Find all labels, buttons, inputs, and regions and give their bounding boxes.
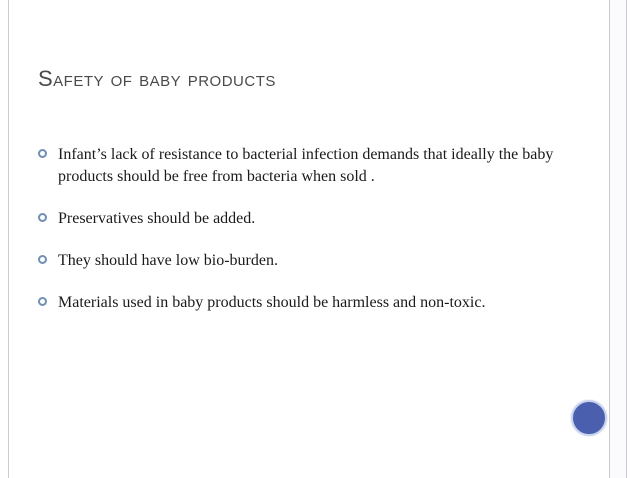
- bullet-text: Infant’s lack of resistance to bacterial infection demands that ideally the baby products should be free from bacteria when sold .: [58, 146, 554, 185]
- bullet-list: [38, 144, 598, 334]
- slide-title: Safety of baby products: [38, 66, 276, 91]
- bullet-text: They should have low bio-burden.: [58, 252, 278, 269]
- ring-bullet-icon: [38, 213, 47, 222]
- bullet-item: [38, 144, 598, 188]
- left-frame-line: [8, 0, 9, 478]
- bullet-item: [38, 208, 598, 230]
- bullet-text: Preservatives should be added.: [58, 210, 256, 227]
- circle-dot-icon: [571, 400, 607, 436]
- ring-bullet-icon: [38, 149, 47, 158]
- right-frame-line-inner: [609, 0, 610, 478]
- ring-bullet-icon: [38, 255, 47, 264]
- right-frame-line-outer: [626, 0, 627, 478]
- bullet-item: [38, 250, 598, 272]
- ring-bullet-icon: [38, 297, 47, 306]
- right-frame-band: [610, 0, 626, 478]
- bullet-item: [38, 292, 598, 314]
- bullet-text: Materials used in baby products should be harmless and non-toxic.: [58, 294, 486, 311]
